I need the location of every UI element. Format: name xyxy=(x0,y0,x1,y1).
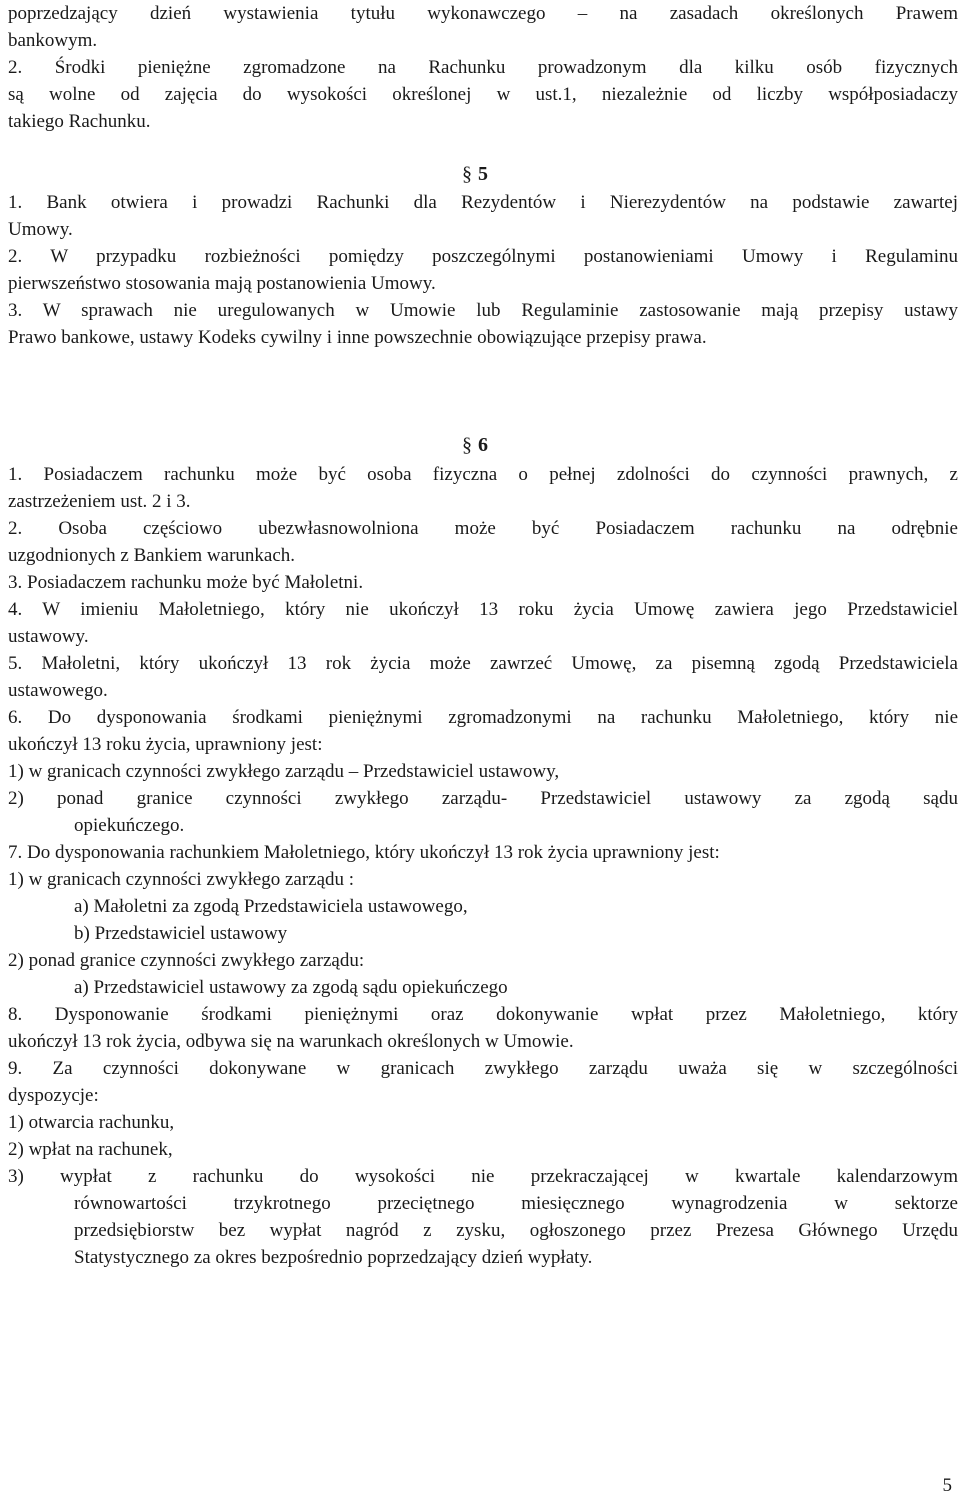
section-5-heading xyxy=(462,161,488,188)
text-line: bankowym. xyxy=(8,30,98,51)
text-line: a) Przedstawiciel ustawowy za zgodą sądu opiekuńczego xyxy=(74,977,508,998)
section-number: 5 xyxy=(478,163,488,185)
text-line: 1) otwarcia rachunku, xyxy=(8,1112,175,1133)
text-line: zastrzeżeniem ust. 2 i 3. xyxy=(8,491,191,512)
text-line: ustawowy. xyxy=(8,626,89,647)
text-line: 1. Posiadaczem rachunku może być osoba fizyczna o pełnej zdolności do czynności prawnych, z xyxy=(8,464,958,485)
text-line: 3. Posiadaczem rachunku może być Małoletni. xyxy=(8,572,364,593)
text-line: równowartości trzykrotnego przeciętnego miesięcznego wynagrodzenia w sektorze xyxy=(74,1193,958,1214)
text-line: 6. Do dysponowania środkami pieniężnymi zgromadzonymi na rachunku Małoletniego, który nie xyxy=(8,707,958,728)
section-number: 6 xyxy=(478,434,488,456)
text-line: 4. W imieniu Małoletniego, który nie ukończył 13 roku życia Umowę zawiera jego Przedstawiciel xyxy=(8,599,958,620)
text-line: 3) wypłat z rachunku do wysokości nie przekraczającej w kwartale kalendarzowym xyxy=(8,1166,958,1187)
intro-paragraph xyxy=(8,0,958,135)
text-line: 2) wpłat na rachunek, xyxy=(8,1139,173,1160)
text-line: są wolne od zajęcia do wysokości określonej w ust.1, niezależnie od liczby współposiadaczy xyxy=(8,84,958,105)
text-line: Statystycznego za okres bezpośrednio poprzedzający dzień wypłaty. xyxy=(74,1247,593,1268)
text-line: 2) ponad granice czynności zwykłego zarządu- Przedstawiciel ustawowy za zgodą sądu xyxy=(8,788,958,809)
text-line: 2. Środki pieniężne zgromadzone na Rachunku prowadzonym dla kilku osób fizycznych xyxy=(8,57,958,78)
text-line: 7. Do dysponowania rachunkiem Małoletniego, który ukończył 13 rok życia uprawniony jest: xyxy=(8,842,720,863)
text-line: ukończył 13 roku życia, uprawniony jest: xyxy=(8,734,323,755)
text-line: ukończył 13 rok życia, odbywa się na warunkach określonych w Umowie. xyxy=(8,1031,574,1052)
text-line: 8. Dysponowanie środkami pieniężnymi oraz dokonywanie wpłat przez Małoletniego, który xyxy=(8,1004,958,1025)
text-line: 9. Za czynności dokonywane w granicach zwykłego zarządu uważa się w szczególności xyxy=(8,1058,958,1079)
section-symbol: § xyxy=(462,163,472,185)
text-line: opiekuńczego. xyxy=(74,815,185,836)
text-line: 3. W sprawach nie uregulowanych w Umowie lub Regulaminie zastosowanie mają przepisy ustawy xyxy=(8,300,958,321)
text-line: Prawo bankowe, ustawy Kodeks cywilny i inne powszechnie obowiązujące przepisy prawa. xyxy=(8,327,707,348)
text-line: takiego Rachunku. xyxy=(8,111,151,132)
text-line: a) Małoletni za zgodą Przedstawiciela ustawowego, xyxy=(74,896,468,917)
text-line: 2) ponad granice czynności zwykłego zarządu: xyxy=(8,950,365,971)
text-line: 1) w granicach czynności zwykłego zarządu : xyxy=(8,869,355,890)
text-line: 5. Małoletni, który ukończył 13 rok życia może zawrzeć Umowę, za pisemną zgodą Przedstawiciela xyxy=(8,653,958,674)
text-line: 1) w granicach czynności zwykłego zarządu – Przedstawiciel ustawowy, xyxy=(8,761,560,782)
text-line: 2. Osoba częściowo ubezwłasnowolniona może być Posiadaczem rachunku na odrębnie xyxy=(8,518,958,539)
text-line: 2. W przypadku rozbieżności pomiędzy poszczególnymi postanowieniami Umowy i Regulaminu xyxy=(8,246,958,267)
text-line: poprzedzający dzień wystawienia tytułu wykonawczego – na zasadach określonych Prawem xyxy=(8,3,958,24)
section-6-heading xyxy=(462,432,488,459)
text-line: dyspozycje: xyxy=(8,1085,99,1106)
text-line: przedsiębiorstw bez wypłat nagród z zysku, ogłoszonego przez Prezesa Głównego Urzędu xyxy=(74,1220,958,1241)
section-5-body xyxy=(8,189,958,351)
text-line: 1. Bank otwiera i prowadzi Rachunki dla Rezydentów i Nierezydentów na podstawie zawartej xyxy=(8,192,958,213)
text-line: ustawowego. xyxy=(8,680,108,701)
text-line: pierwszeństwo stosowania mają postanowienia Umowy. xyxy=(8,273,436,294)
section-symbol: § xyxy=(462,434,472,456)
page-number: 5 xyxy=(942,1475,952,1496)
section-6-body xyxy=(8,461,958,1271)
text-line: uzgodnionych z Bankiem warunkach. xyxy=(8,545,296,566)
text-line: b) Przedstawiciel ustawowy xyxy=(74,923,288,944)
text-line: Umowy. xyxy=(8,219,73,240)
